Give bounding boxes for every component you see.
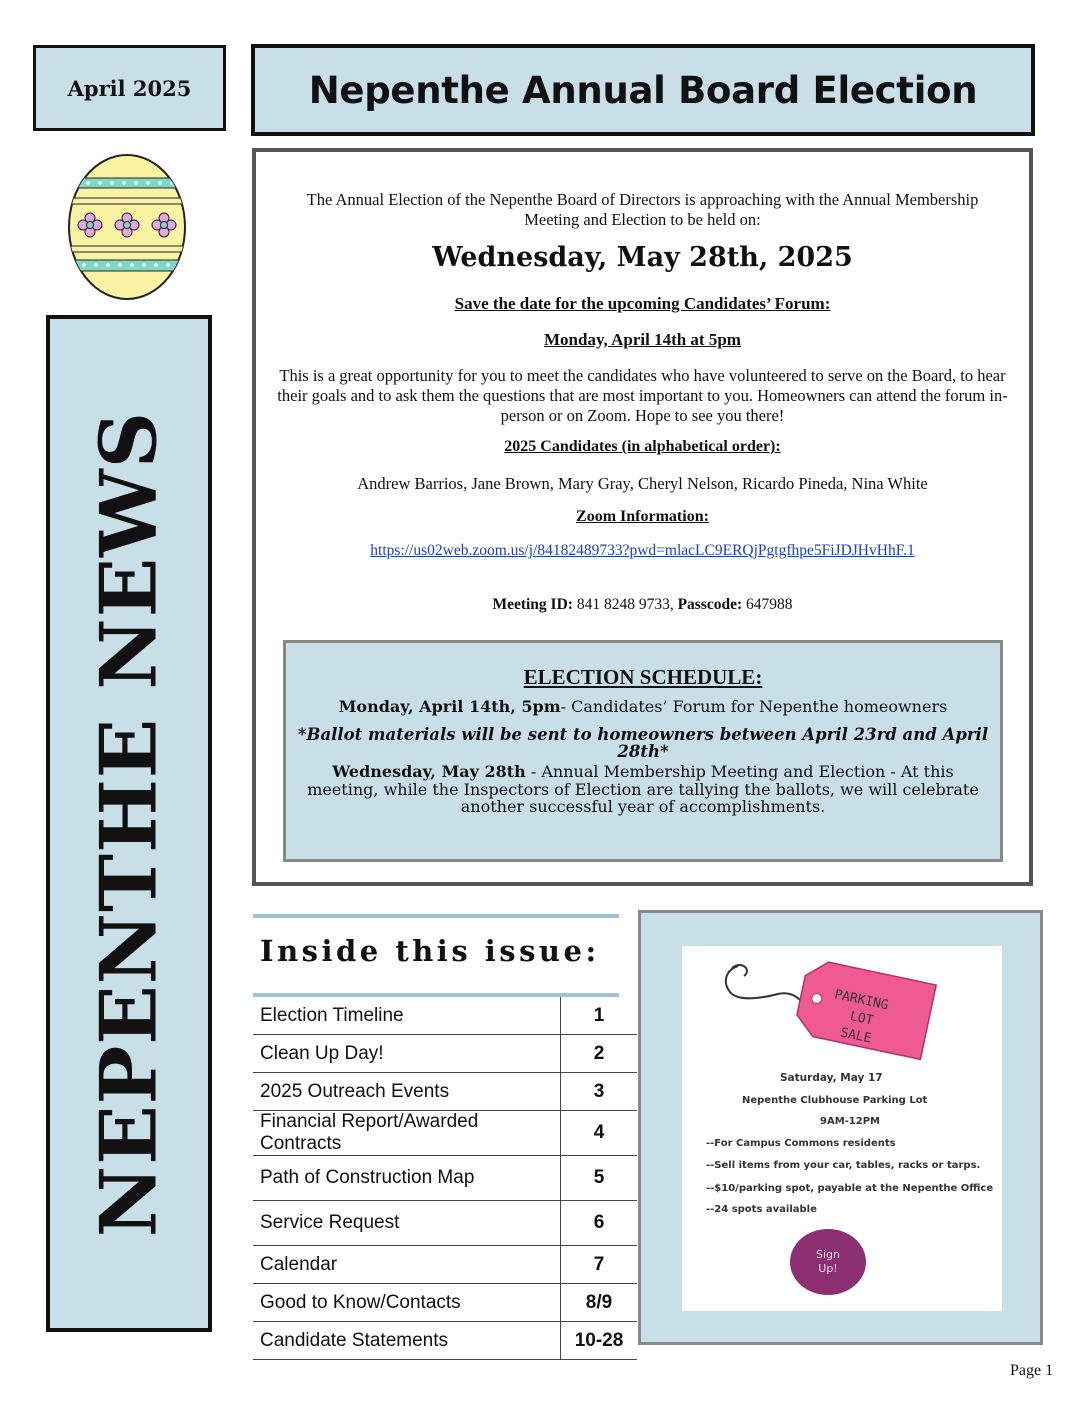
toc-row: [253, 1284, 637, 1322]
schedule-item-meeting-date: Wednesday, May 28th: [332, 762, 526, 781]
toc-item-page: 5: [561, 1156, 638, 1201]
toc-item-name: 2025 Outreach Events: [253, 1073, 561, 1111]
flyer-location: Nepenthe Clubhouse Parking Lot: [742, 1095, 928, 1106]
zoom-link[interactable]: [256, 542, 1029, 560]
schedule-item-ballots: *Ballot materials will be sent to homeowners between April 23rd and April 28th*: [297, 725, 989, 761]
toc-row: [253, 1111, 637, 1156]
toc-rule-top: [253, 914, 619, 918]
signup-label: [816, 1248, 840, 1276]
tag-text-line3: SALE: [838, 1025, 873, 1047]
flyer-bullet: --Sell items from your car, tables, racks or tarps.: [706, 1160, 981, 1171]
zoom-heading: Zoom Information:: [576, 508, 709, 525]
schedule-item-forum-text: - Candidates’ Forum for Nepenthe homeowners: [560, 697, 948, 716]
masthead-banner: [46, 315, 212, 1332]
toc-item-page: 10-28: [561, 1322, 638, 1360]
issue-date: April 2025: [67, 75, 192, 101]
toc-row: [253, 1073, 637, 1111]
price-tag-icon: [682, 946, 1002, 1076]
toc-item-name: Candidate Statements: [253, 1322, 561, 1360]
meeting-date: Wednesday, May 28th, 2025: [432, 242, 853, 273]
flyer-bullet: --24 spots available: [706, 1204, 817, 1215]
election-article: [252, 148, 1033, 886]
flyer-bullet: --$10/parking spot, payable at the Nepenthe Office: [706, 1183, 994, 1194]
toc-item-name: Service Request: [253, 1201, 561, 1246]
zoom-link-text[interactable]: https://us02web.zoom.us/j/84182489733?pwd=mlacLC9ERQjPgtgfhpe5FiJDJHvHhF.1: [370, 542, 915, 559]
toc-item-page: 3: [561, 1073, 638, 1111]
toc-row: [253, 1156, 637, 1201]
signup-line1: Sign: [816, 1248, 840, 1261]
schedule-item-forum: [286, 697, 1000, 716]
flyer-frame: [638, 910, 1043, 1345]
toc-row: [253, 1322, 637, 1360]
toc-item-name: Clean Up Day!: [253, 1035, 561, 1073]
forum-description: This is a great opportunity for you to meet the candidates who have volunteered to serve on the Board, to hear their goals and to ask them the questions that are most important to you. Homeowners can attend the forum in-person or on Zoom. Hope to see you there!: [277, 366, 1008, 425]
schedule-item-meeting-text: - Annual Membership Meeting and Election - At this meeting, while the Inspectors of Election are tallying the ballots, we will celebrate another successful year of accomplishments.: [307, 762, 979, 816]
signup-button[interactable]: [790, 1229, 866, 1295]
page-number: Page 1: [1010, 1362, 1054, 1379]
meeting-id-value: 841 8248 9733,: [576, 596, 674, 613]
toc-table: [253, 997, 637, 1360]
schedule-title: ELECTION SCHEDULE:: [523, 665, 763, 689]
save-the-date-heading: Save the date for the upcoming Candidates’ Forum:: [454, 294, 831, 313]
schedule-item-forum-date: Monday, April 14th, 5pm: [338, 697, 561, 716]
toc-item-name: Election Timeline: [253, 997, 561, 1035]
page-title: Nepenthe Annual Board Election: [308, 68, 978, 112]
easter-egg-icon: [64, 150, 190, 302]
masthead-title: NEPENTHE NEWS: [83, 410, 175, 1237]
meeting-credentials: [256, 596, 1029, 614]
flyer-date: Saturday, May 17: [780, 1072, 883, 1084]
passcode-label: Passcode:: [677, 596, 743, 613]
parking-lot-sale-flyer: [682, 946, 1002, 1311]
forum-date: Monday, April 14th at 5pm: [544, 330, 741, 349]
toc-row: [253, 1201, 637, 1246]
flyer-bullet: --For Campus Commons residents: [706, 1138, 896, 1149]
toc-item-page: 8/9: [561, 1284, 638, 1322]
toc-item-name: Path of Construction Map: [253, 1156, 561, 1201]
toc-item-page: 4: [561, 1111, 638, 1156]
signup-line2: Up!: [818, 1262, 838, 1275]
passcode-value: 647988: [746, 596, 793, 613]
toc-item-page: 7: [561, 1246, 638, 1284]
issue-date-box: [33, 45, 226, 131]
toc-row: [253, 997, 637, 1035]
schedule-item-meeting: [296, 763, 990, 816]
title-banner: [251, 44, 1035, 136]
flyer-time: 9AM-12PM: [820, 1116, 880, 1127]
toc-item-page: 1: [561, 997, 638, 1035]
candidates-list: Andrew Barrios, Jane Brown, Mary Gray, Cheryl Nelson, Ricardo Pineda, Nina White: [357, 474, 928, 493]
candidates-heading: 2025 Candidates (in alphabetical order):: [504, 438, 781, 455]
election-schedule-box: [283, 640, 1003, 862]
meeting-id-label: Meeting ID:: [492, 596, 573, 613]
toc-item-name: Calendar: [253, 1246, 561, 1284]
toc-item-name: Good to Know/Contacts: [253, 1284, 561, 1322]
article-intro: The Annual Election of the Nepenthe Board of Directors is approaching with the Annual Membership Meeting and Election to be held on:: [306, 190, 979, 229]
toc-item-name: Financial Report/Awarded Contracts: [253, 1111, 561, 1156]
toc-row: [253, 1035, 637, 1073]
tag-text-line1: PARKING: [833, 987, 890, 1014]
toc-row: [253, 1246, 637, 1284]
toc-title: Inside this issue:: [260, 934, 600, 968]
toc-item-page: 2: [561, 1035, 638, 1073]
tag-text-line2: LOT: [848, 1008, 875, 1029]
toc-item-page: 6: [561, 1201, 638, 1246]
